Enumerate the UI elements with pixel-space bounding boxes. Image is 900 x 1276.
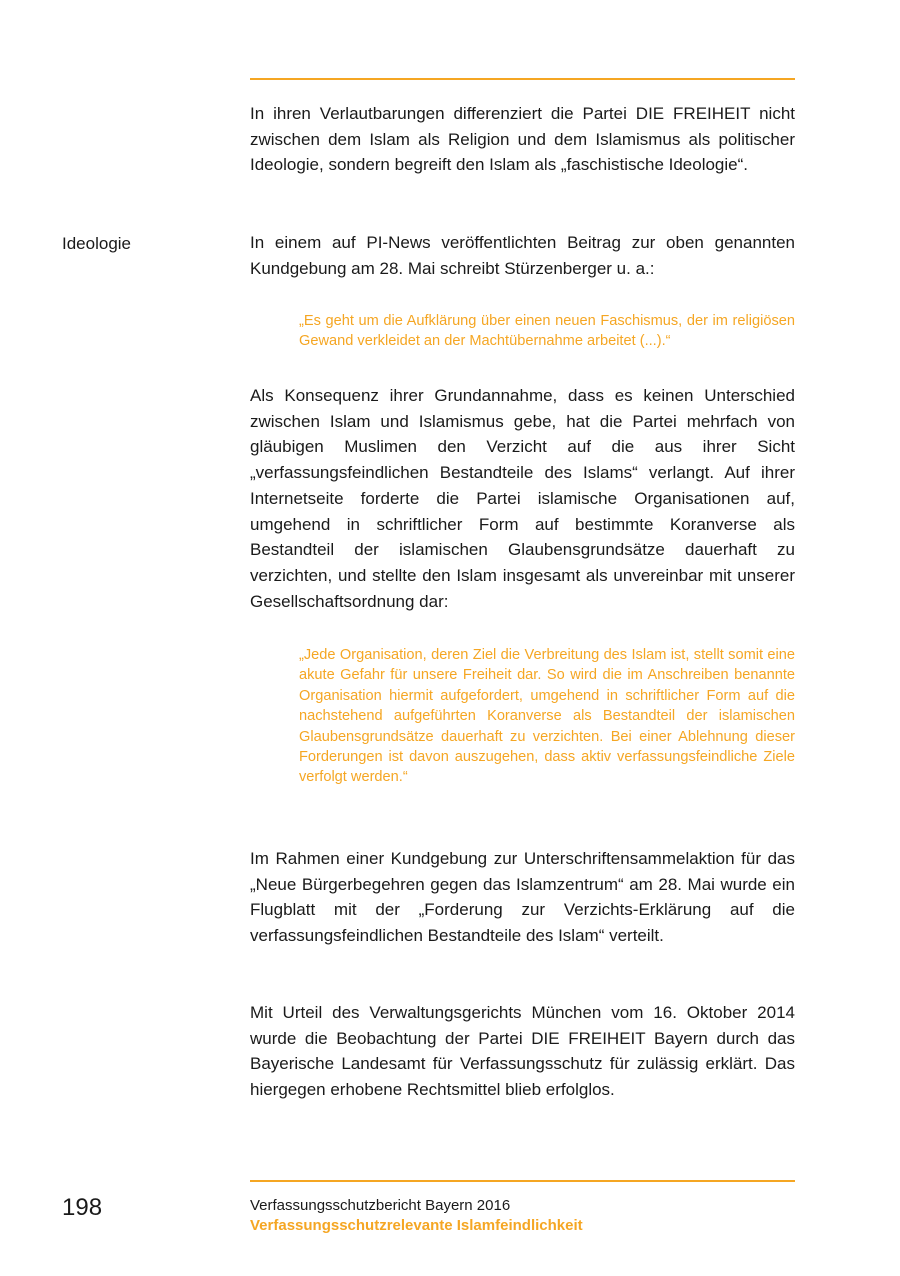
footer-chapter-title: Verfassungsschutzrelevante Islamfeindlichkeit	[250, 1217, 583, 1234]
quote-organisation: „Jede Organisation, deren Ziel die Verbreitung des Islam ist, stellt somit eine akute Gefahr für unsere Freiheit dar. So wird die im Anschreiben benannte Organisation hiermit aufgefordert, umgehend in schriftlicher Form auf die nachstehend aufgeführten Koranverse als Bestandteil der islamischen Glaubensgrundsätze dauerhaft zu verzichten. Bei einer Ablehnung dieser Forderungen ist davon auszugehen, dass aktiv verfassungsfeindliche Ziele verfolgt werden.“	[299, 647, 795, 786]
footer-rule	[250, 1180, 795, 1182]
header-rule	[250, 78, 795, 80]
page-number: 198	[62, 1194, 103, 1221]
paragraph-kundgebung: Im Rahmen einer Kundgebung zur Unterschriftensammelaktion für das „Neue Bürgerbegehren gegen das Islamzentrum“ am 28. Mai wurde ein Flugblatt mit der „Forderung zur Verzichts-Erklärung auf die verfassungsfeindlichen Bestandteile des Islam“ verteilt.	[250, 849, 795, 946]
paragraph-konsequenz: Als Konsequenz ihrer Grundannahme, dass es keinen Unterschied zwischen Islam und Islamismus gebe, hat die Partei mehrfach von gläubigen Muslimen den Verzicht auf die aus ihrer Sicht „verfassungsfeindlichen Bestandteile des Islams“ verlangt. Auf ihrer Internetseite forderte die Partei islamische Organisationen auf, umgehend in schriftlicher Form auf bestimmte Koranverse als Bestandteil der islamischen Glaubensgrundsätze dauerhaft zu verzichten, und stellte den Islam insgesamt als unvereinbar mit unserer Gesellschaftsordnung dar:	[250, 386, 795, 611]
paragraph-pi-news: In einem auf PI-News veröffentlichten Beitrag zur oben genannten Kundgebung am 28. Mai schreibt Stürzenberger u. a.:	[250, 233, 795, 278]
paragraph-intro: In ihren Verlautbarungen differenziert die Partei DIE FREIHEIT nicht zwischen dem Islam als Religion und dem Islamismus als politischer Ideologie, sondern begreift den Islam als „faschistische Ideologie“.	[250, 104, 795, 175]
margin-label-ideologie: Ideologie	[62, 234, 132, 253]
footer-report-title: Verfassungsschutzbericht Bayern 2016	[250, 1197, 511, 1214]
paragraph-urteil: Mit Urteil des Verwaltungsgerichts München vom 16. Oktober 2014 wurde die Beobachtung der Partei DIE FREIHEIT Bayern durch das Bayerische Landesamt für Verfassungsschutz für zulässig erklärt. Das hiergegen erhobene Rechtsmittel blieb erfolglos.	[250, 1003, 795, 1100]
quote-faschismus: „Es geht um die Aufklärung über einen neuen Faschismus, der im religiösen Gewand verkleidet an der Machtübernahme arbeitet (...).“	[299, 313, 795, 350]
